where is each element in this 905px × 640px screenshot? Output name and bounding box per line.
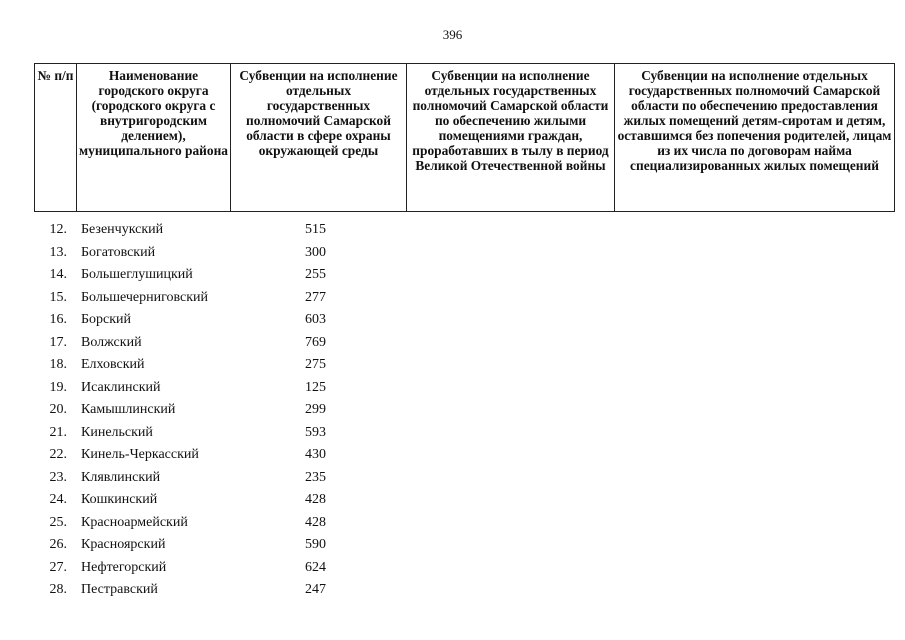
- municipality-name: Большеглушицкий: [81, 267, 193, 282]
- subsidy-value: 247: [305, 582, 326, 597]
- table-row: [34, 264, 354, 287]
- subsidy-value: 590: [305, 537, 326, 552]
- municipality-name: Кинель-Черкасский: [81, 447, 199, 462]
- row-number: 17.: [49, 334, 67, 350]
- subsidy-value: 593: [305, 424, 326, 440]
- header-number: № п/п: [35, 64, 77, 212]
- table-row: [34, 422, 354, 445]
- municipality-name: Елховский: [81, 357, 145, 372]
- subsidy-value: 624: [305, 559, 326, 575]
- subsidy-value: 235: [305, 469, 326, 485]
- table-row: [34, 489, 354, 512]
- header-environment-subsidy: Субвенции на исполнение отдельных государственных полномочий Самарской области в сфере охраны окружающей среды: [231, 64, 407, 212]
- table-row: [34, 534, 354, 557]
- header-row: [35, 64, 895, 212]
- row-number: 18.: [49, 357, 67, 372]
- table-row: [34, 332, 354, 355]
- table-row: [34, 512, 354, 535]
- table-row: [34, 287, 354, 310]
- municipality-name: Красноармейский: [81, 514, 188, 530]
- subsidy-value: 300: [305, 244, 326, 260]
- header-municipality: Наименование городского округа (городского округа с внутригородским делением), муниципального района: [77, 64, 231, 212]
- table-row: [34, 309, 354, 332]
- row-number: 21.: [49, 424, 67, 440]
- row-number: 28.: [49, 582, 67, 597]
- row-number: 14.: [49, 267, 67, 282]
- municipality-name: Волжский: [81, 334, 142, 350]
- subsidy-value: 603: [305, 312, 326, 327]
- row-number: 22.: [49, 447, 67, 462]
- municipality-name: Клявлинский: [81, 469, 161, 485]
- municipality-name: Камышлинский: [81, 402, 176, 417]
- table-row: [34, 444, 354, 467]
- subsidy-value: 125: [305, 379, 326, 395]
- row-number: 19.: [49, 379, 67, 395]
- row-number: 25.: [49, 514, 67, 530]
- table-header: [34, 63, 895, 212]
- table-row: [34, 377, 354, 400]
- subsidy-value: 515: [305, 222, 326, 237]
- municipality-name: Красноярский: [81, 537, 166, 552]
- table-row: [34, 579, 354, 602]
- municipality-name: Нефтегорский: [81, 559, 167, 575]
- municipality-name: Кинельский: [81, 424, 153, 440]
- subsidy-value: 275: [305, 357, 326, 372]
- row-number: 20.: [49, 402, 67, 417]
- subsidy-value: 769: [305, 334, 326, 350]
- subsidy-value: 428: [305, 514, 326, 530]
- subsidy-value: 277: [305, 289, 326, 305]
- row-number: 27.: [49, 559, 67, 575]
- table-row: [34, 557, 354, 580]
- row-number: 12.: [49, 222, 67, 237]
- row-number: 16.: [49, 312, 67, 327]
- row-number: 26.: [49, 537, 67, 552]
- table-row: [34, 219, 354, 242]
- municipality-name: Богатовский: [81, 244, 156, 260]
- subsidy-value: 430: [305, 447, 326, 462]
- subsidy-value: 299: [305, 402, 326, 417]
- municipality-name: Кошкинский: [81, 492, 158, 507]
- table-row: [34, 354, 354, 377]
- subsidy-value: 255: [305, 267, 326, 282]
- row-number: 24.: [49, 492, 67, 507]
- municipality-name: Борский: [81, 312, 132, 327]
- header-home-front-housing-subsidy: Субвенции на исполнение отдельных государственных полномочий Самарской области по обеспечению жилыми помещениями граждан, проработавших в тылу в период Великой Отечественной войны: [407, 64, 615, 212]
- header-orphans-housing-subsidy: Субвенции на исполнение отдельных государственных полномочий Самарской области по обеспечению предоставления жилых помещений детям-сиротам и детям, оставшимся без попечения родителей, лицам из их числа по договорам найма специализированных жилых помещений: [615, 64, 895, 212]
- municipality-name: Безенчукский: [81, 222, 164, 237]
- subsidy-value: 428: [305, 492, 326, 507]
- municipality-name: Большечерниговский: [81, 289, 209, 305]
- municipality-name: Исаклинский: [81, 379, 161, 395]
- table-row: [34, 399, 354, 422]
- table-row: [34, 242, 354, 265]
- table-row: [34, 467, 354, 490]
- municipality-name: Пестравский: [81, 582, 158, 597]
- row-number: 15.: [49, 289, 67, 305]
- table-body: [34, 219, 354, 602]
- row-number: 13.: [49, 244, 67, 260]
- page-number: 396: [442, 27, 463, 42]
- row-number: 23.: [49, 469, 67, 485]
